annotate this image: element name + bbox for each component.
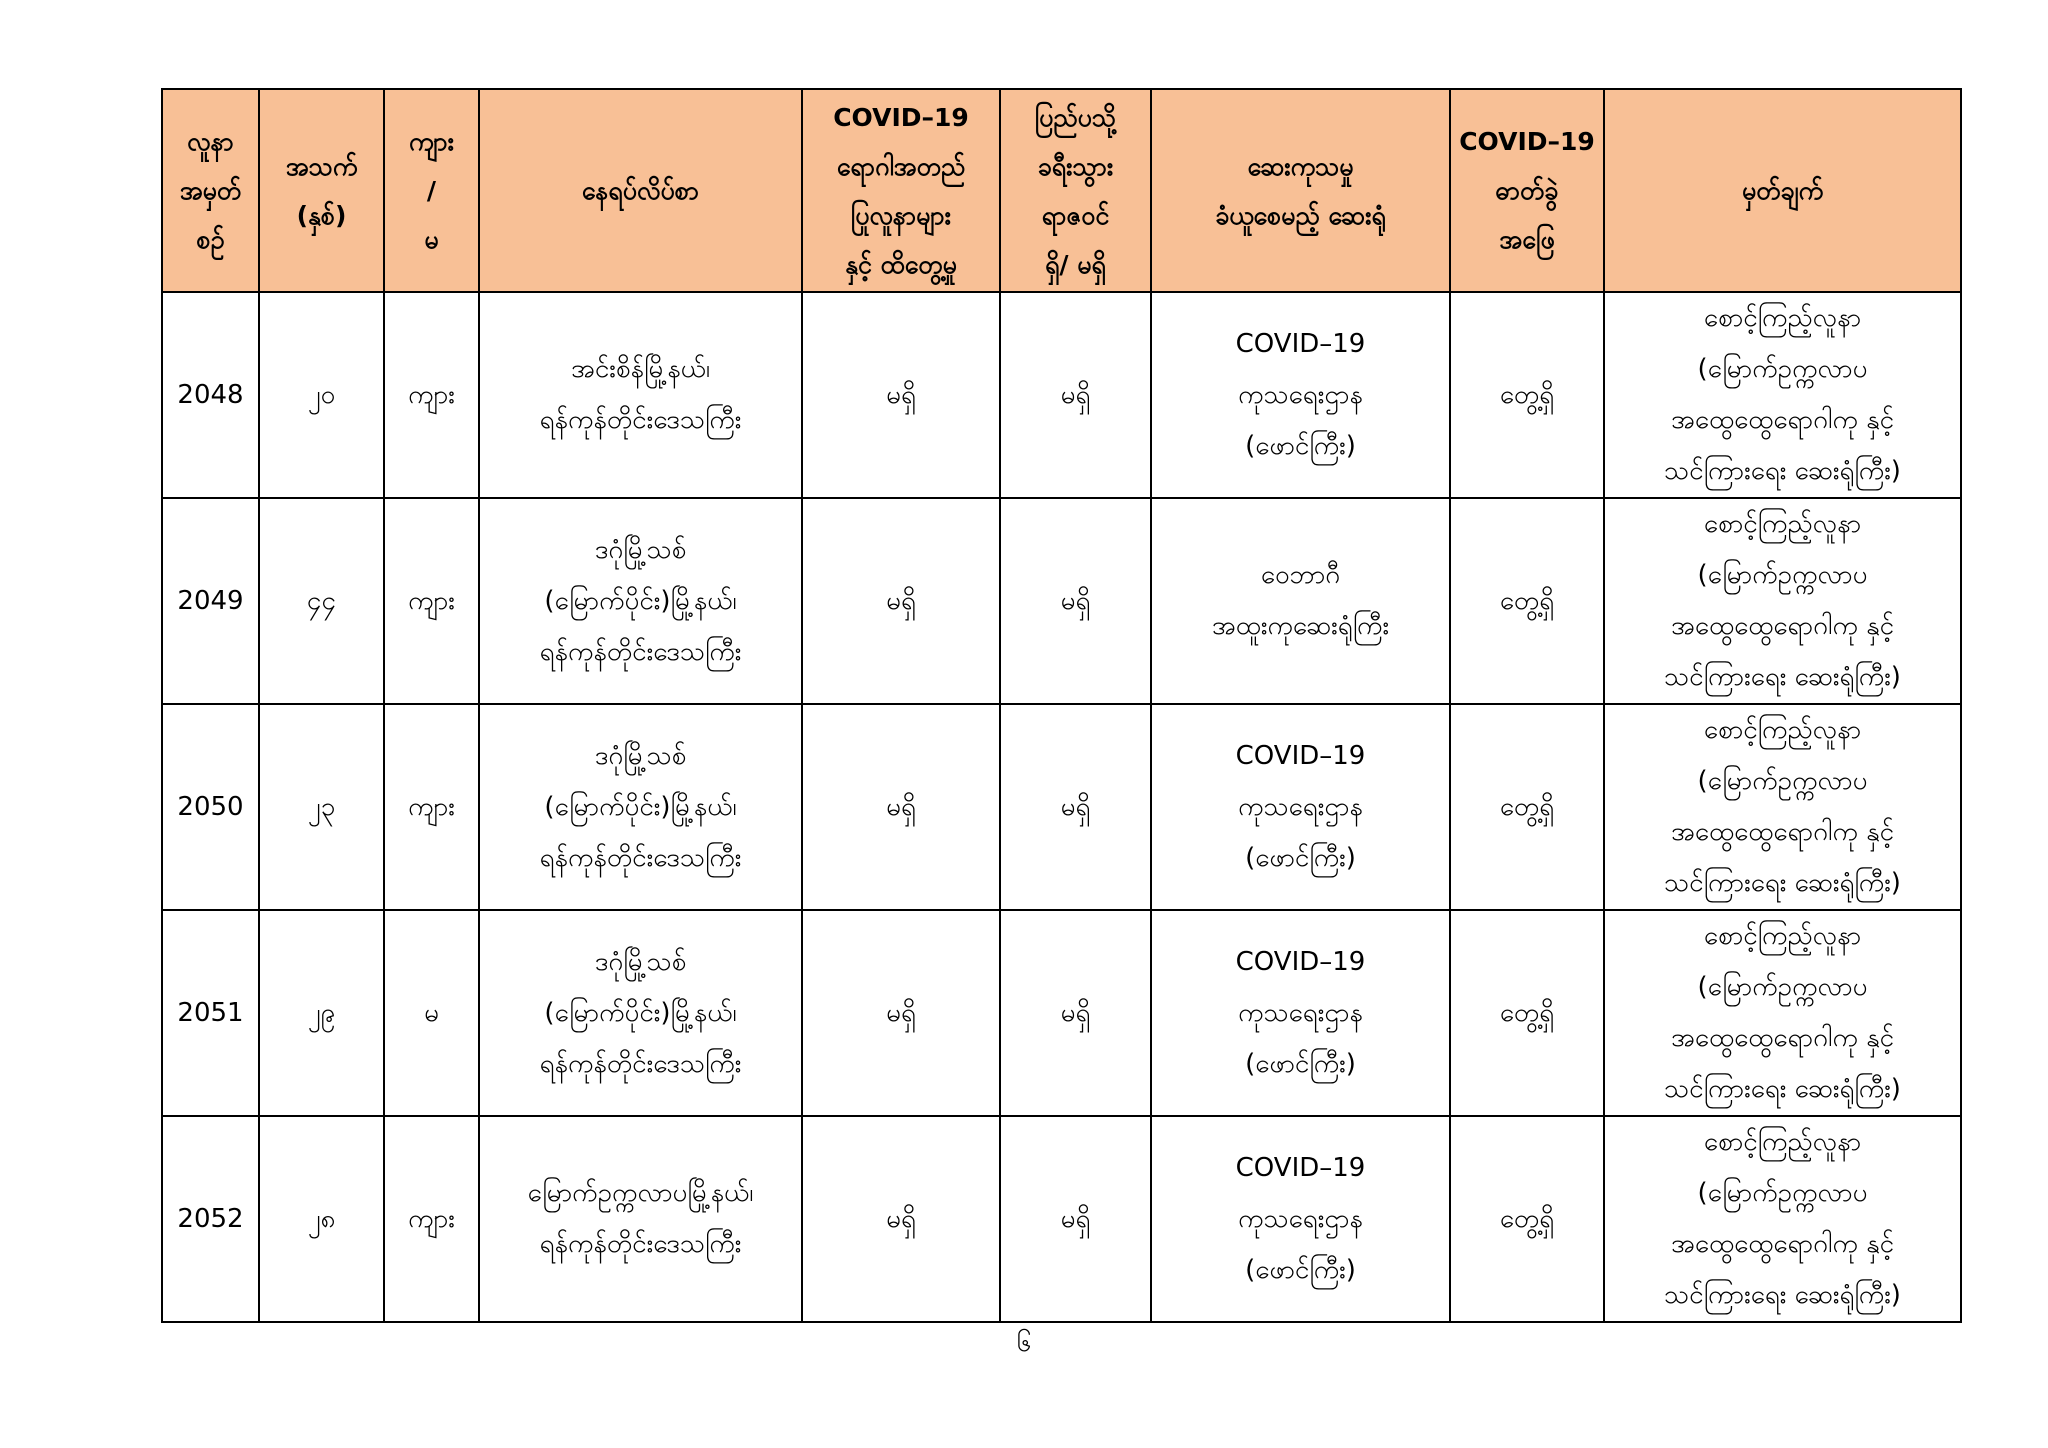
table-row xyxy=(162,704,1961,910)
contact-cell: မရှိ xyxy=(802,704,1000,910)
address-cell: အင်းစိန်မြို့နယ်၊ ရန်ကုန်တိုင်းဒေသကြီး xyxy=(479,292,802,498)
sex-cell: ကျား xyxy=(384,1116,479,1322)
hospital-cell: COVID–19 ကုသရေးဌာန (ဖောင်ကြီး) xyxy=(1151,704,1450,910)
header-contact: COVID–19 ရောဂါအတည် ပြုလူနာများ နှင့် ထိတွေ့မှု xyxy=(802,89,1000,292)
age-cell: ၂၀ xyxy=(259,292,384,498)
hospital-cell: ဝေဘာဂီ အထူးကုဆေးရုံကြီး xyxy=(1151,498,1450,704)
travel-cell: မရှိ xyxy=(1000,498,1151,704)
sex-cell: မ xyxy=(384,910,479,1116)
address-cell: ဒဂုံမြို့သစ် (မြောက်ပိုင်း)မြို့နယ်၊ ရန်ကုန်တိုင်းဒေသကြီး xyxy=(479,498,802,704)
hospital-cell: COVID–19 ကုသရေးဌာန (ဖောင်ကြီး) xyxy=(1151,1116,1450,1322)
result-cell: တွေ့ရှိ xyxy=(1450,292,1604,498)
remark-cell: စောင့်ကြည့်လူနာ (မြောက်ဥက္ကလာပ အထွေထွေရောဂါကု နှင့် သင်ကြားရေး ဆေးရုံကြီး) xyxy=(1604,498,1961,704)
header-address: နေရပ်လိပ်စာ xyxy=(479,89,802,292)
header-remark: မှတ်ချက် xyxy=(1604,89,1961,292)
address-cell: ဒဂုံမြို့သစ် (မြောက်ပိုင်း)မြို့နယ်၊ ရန်ကုန်တိုင်းဒေသကြီး xyxy=(479,910,802,1116)
case-number-cell: 2049 xyxy=(162,498,259,704)
sex-cell: ကျား xyxy=(384,292,479,498)
contact-cell: မရှိ xyxy=(802,292,1000,498)
contact-cell: မရှိ xyxy=(802,498,1000,704)
result-cell: တွေ့ရှိ xyxy=(1450,1116,1604,1322)
header-sex: ကျား / မ xyxy=(384,89,479,292)
age-cell: ၄၄ xyxy=(259,498,384,704)
hospital-cell: COVID–19 ကုသရေးဌာန (ဖောင်ကြီး) xyxy=(1151,292,1450,498)
case-number-cell: 2048 xyxy=(162,292,259,498)
result-cell: တွေ့ရှိ xyxy=(1450,704,1604,910)
header-row xyxy=(162,89,1961,292)
age-cell: ၂၈ xyxy=(259,1116,384,1322)
travel-cell: မရှိ xyxy=(1000,1116,1151,1322)
header-case-number: လူနာ အမှတ် စဉ် xyxy=(162,89,259,292)
sex-cell: ကျား xyxy=(384,704,479,910)
remark-cell: စောင့်ကြည့်လူနာ (မြောက်ဥက္ကလာပ အထွေထွေရောဂါကု နှင့် သင်ကြားရေး ဆေးရုံကြီး) xyxy=(1604,910,1961,1116)
table-row xyxy=(162,910,1961,1116)
table-row xyxy=(162,292,1961,498)
table-row xyxy=(162,1116,1961,1322)
sex-cell: ကျား xyxy=(384,498,479,704)
contact-cell: မရှိ xyxy=(802,910,1000,1116)
case-number-cell: 2052 xyxy=(162,1116,259,1322)
travel-cell: မရှိ xyxy=(1000,910,1151,1116)
header-age: အသက် (နှစ်) xyxy=(259,89,384,292)
header-lab-result: COVID–19 ဓာတ်ခွဲ အဖြေ xyxy=(1450,89,1604,292)
contact-cell: မရှိ xyxy=(802,1116,1000,1322)
page-number: ၆ xyxy=(1016,1328,1032,1358)
age-cell: ၂၉ xyxy=(259,910,384,1116)
header-travel-history: ပြည်ပသို့ ခရီးသွား ရာဇဝင် ရှိ/ မရှိ xyxy=(1000,89,1151,292)
hospital-cell: COVID–19 ကုသရေးဌာန (ဖောင်ကြီး) xyxy=(1151,910,1450,1116)
travel-cell: မရှိ xyxy=(1000,704,1151,910)
remark-cell: စောင့်ကြည့်လူနာ (မြောက်ဥက္ကလာပ အထွေထွေရောဂါကု နှင့် သင်ကြားရေး ဆေးရုံကြီး) xyxy=(1604,1116,1961,1322)
cases-table xyxy=(161,88,1962,1323)
address-cell: မြောက်ဥက္ကလာပမြို့နယ်၊ ရန်ကုန်တိုင်းဒေသကြီး xyxy=(479,1116,802,1322)
case-number-cell: 2051 xyxy=(162,910,259,1116)
case-number-cell: 2050 xyxy=(162,704,259,910)
remark-cell: စောင့်ကြည့်လူနာ (မြောက်ဥက္ကလာပ အထွေထွေရောဂါကု နှင့် သင်ကြားရေး ဆေးရုံကြီး) xyxy=(1604,704,1961,910)
table-row xyxy=(162,498,1961,704)
result-cell: တွေ့ရှိ xyxy=(1450,910,1604,1116)
travel-cell: မရှိ xyxy=(1000,292,1151,498)
age-cell: ၂၃ xyxy=(259,704,384,910)
remark-cell: စောင့်ကြည့်လူနာ (မြောက်ဥက္ကလာပ အထွေထွေရောဂါကု နှင့် သင်ကြားရေး ဆေးရုံကြီး) xyxy=(1604,292,1961,498)
address-cell: ဒဂုံမြို့သစ် (မြောက်ပိုင်း)မြို့နယ်၊ ရန်ကုန်တိုင်းဒေသကြီး xyxy=(479,704,802,910)
result-cell: တွေ့ရှိ xyxy=(1450,498,1604,704)
header-hospital: ဆေးကုသမှု ခံယူစေမည့် ဆေးရုံ xyxy=(1151,89,1450,292)
